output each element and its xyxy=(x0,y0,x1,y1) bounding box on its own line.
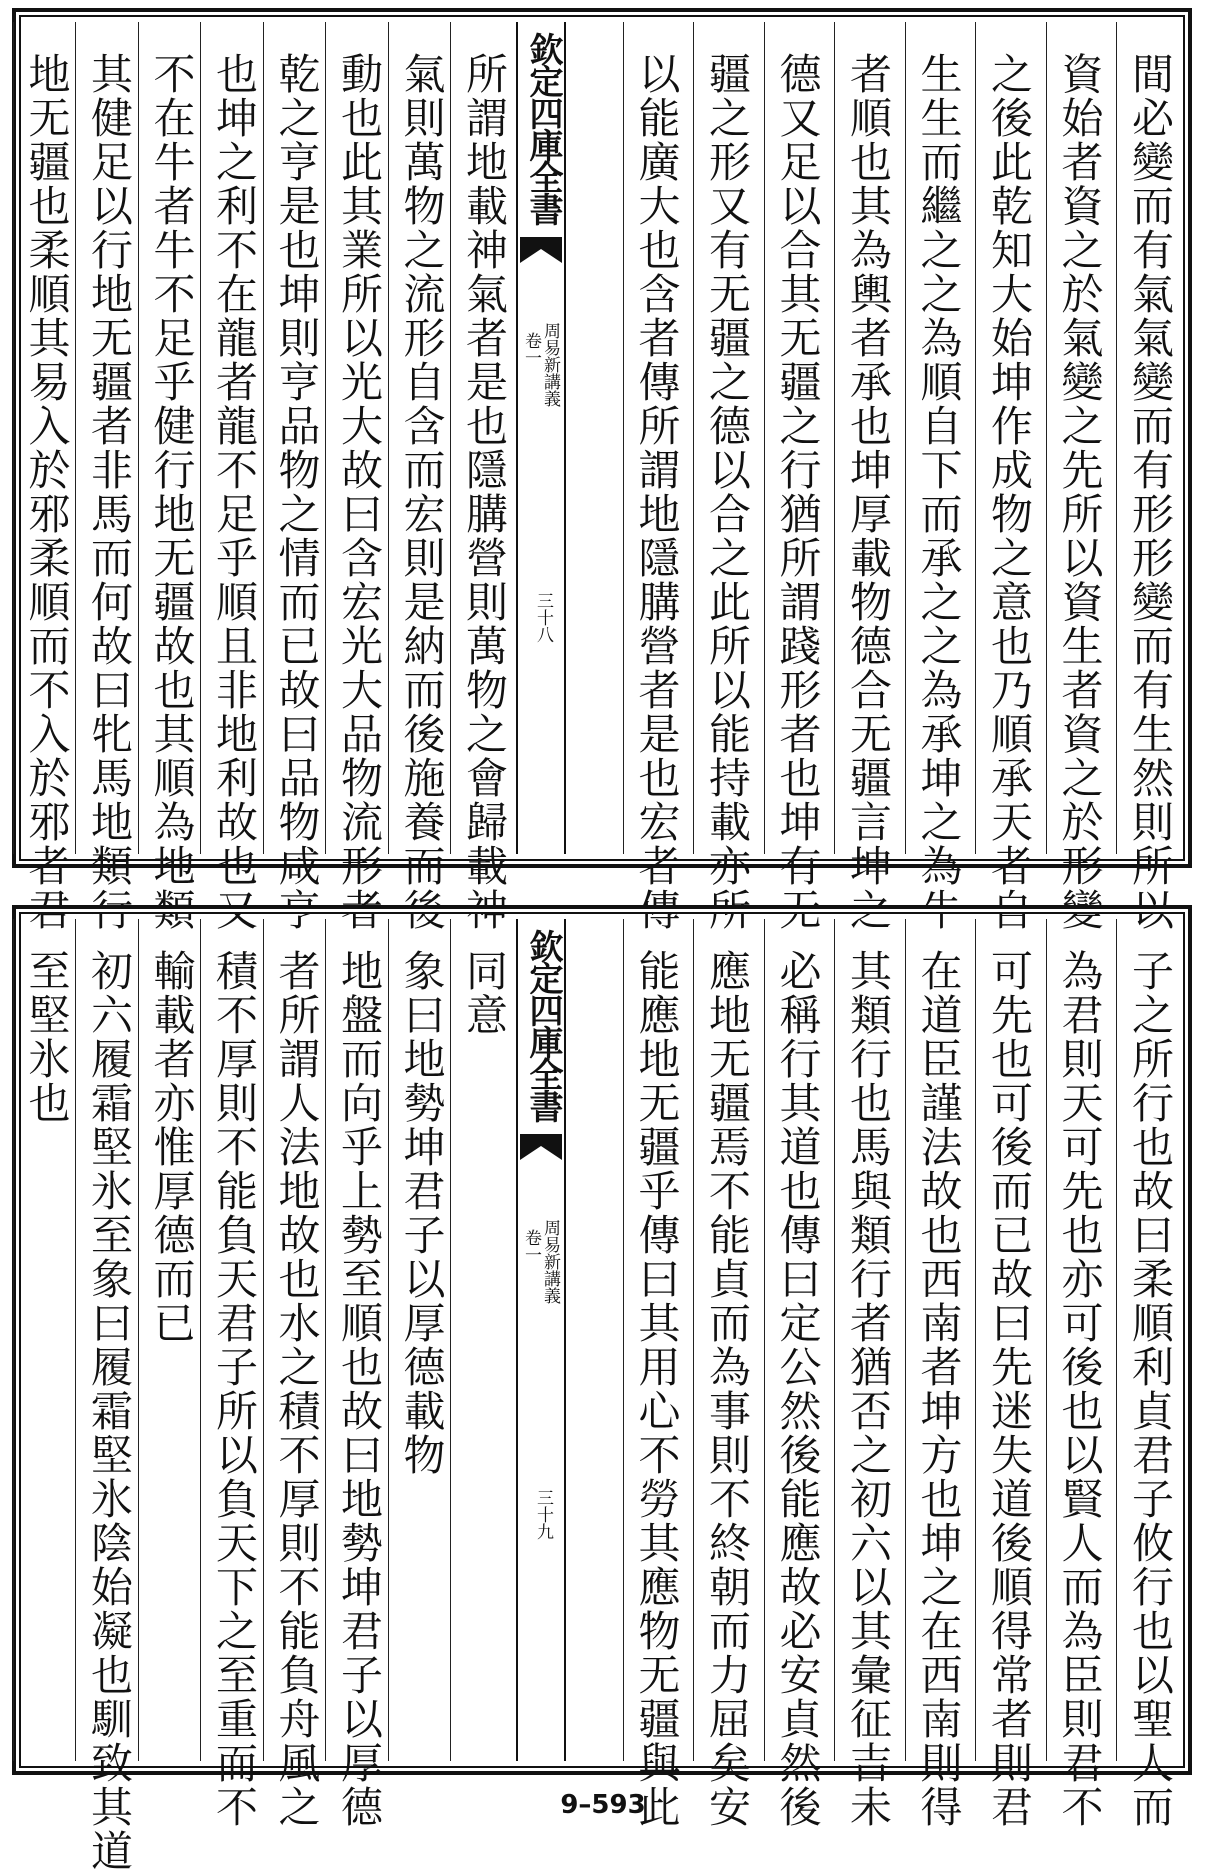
column-text: 以能廣大也含者傳所謂地隱䐟營者是也宏者傳 xyxy=(632,52,682,932)
text-column xyxy=(693,919,755,1829)
leaf-number: 三十九 xyxy=(533,1489,553,1540)
fish-tail-mark-icon xyxy=(520,237,562,263)
text-column xyxy=(905,22,967,932)
collection-title: 欽定四庫全書 xyxy=(523,929,563,1121)
text-column xyxy=(1116,22,1178,932)
text-column xyxy=(764,919,826,1829)
text-column xyxy=(325,22,387,932)
column-text: 者所謂人法地故也水之積不厚則不能負舟風之 xyxy=(272,949,322,1829)
column-text: 至堅氷也 xyxy=(22,949,72,1125)
column-text: 子之所行也故曰柔順利貞君子攸行也以聖人而 xyxy=(1126,949,1175,1829)
text-column xyxy=(75,22,137,932)
collection-title: 欽定四庫全書 xyxy=(523,32,563,224)
text-column xyxy=(834,22,896,932)
fish-tail-mark-icon xyxy=(520,1134,562,1160)
text-column xyxy=(975,22,1037,932)
column-text: 積不厚則不能負天君子所以負天下之至重而不 xyxy=(210,949,259,1829)
text-column xyxy=(1116,919,1178,1829)
column-text: 之後此乾知大始坤作成物之意也乃順承天者自 xyxy=(985,52,1034,932)
text-column xyxy=(388,919,450,1761)
column-text: 德又足以合其无疆之行猶所謂踐形者也坤有无 xyxy=(773,52,823,932)
text-column xyxy=(975,919,1037,1829)
text-column xyxy=(200,22,262,932)
text-column xyxy=(834,919,896,1829)
text-column xyxy=(263,919,325,1829)
text-column xyxy=(693,22,755,932)
page-folio: 9–593 xyxy=(560,1790,646,1820)
column-text: 地无疆也柔順其易入於邪柔順而不入於邪者君 xyxy=(22,52,72,932)
column-text: 輸載者亦惟厚德而已 xyxy=(147,949,197,1345)
column-text: 不在牛者牛不足乎健行地无疆故也其順為地類 xyxy=(147,52,197,932)
column-text: 應地无疆焉不能貞而為事則不終朝而力屈矣安 xyxy=(703,949,752,1829)
column-text: 象曰地勢坤君子以厚德載物 xyxy=(397,949,447,1477)
column-text: 乾之亨是也坤則亨品物之情而已故曰品物咸亨 xyxy=(272,52,322,932)
text-column xyxy=(13,919,75,1761)
column-text: 其健足以行地无疆者非馬而何故曰牝馬地類行 xyxy=(85,52,134,932)
text-column xyxy=(450,22,512,932)
text-column xyxy=(138,22,200,932)
column-text: 為君則天可先也亦可後也以賢人而為臣則君不 xyxy=(1055,949,1105,1829)
center-fold-column xyxy=(516,22,566,854)
column-text: 在道臣謹法故也西南者坤方也坤之在西南則得 xyxy=(914,949,964,1829)
text-column xyxy=(200,919,262,1829)
column-text: 者順也其為輿者承也坤厚載物德合无疆言坤之 xyxy=(844,52,893,932)
book-title: 周易新講義 xyxy=(540,1219,560,1304)
column-text: 生生而繼之之為順自下而承之之為承坤之為牛 xyxy=(914,52,964,932)
column-text: 初六履霜堅氷至象曰履霜堅氷陰始凝也馴致其道 xyxy=(85,949,134,1873)
column-text: 資始者資之於氣變之先所以資生者資之於形變 xyxy=(1055,52,1105,932)
text-column xyxy=(138,919,200,1761)
text-column xyxy=(623,22,685,932)
text-column xyxy=(1046,22,1108,932)
column-text: 能應地无疆乎傳曰其用心不勞其應物无疆與此 xyxy=(632,949,682,1829)
column-text: 疆之形又有无疆之德以合之此所以能持載亦所 xyxy=(703,52,752,932)
center-fold-column xyxy=(516,919,566,1761)
book-title: 周易新講義 xyxy=(540,322,560,407)
column-text: 其類行也馬與類行者猶否之初六以其彙征吉未 xyxy=(844,949,893,1829)
text-column xyxy=(450,919,512,1761)
column-text: 間必變而有氣氣變而有形形變而有生然則所以 xyxy=(1126,52,1175,932)
column-text: 地盤而向乎上勢至順也故曰地勢坤君子以厚德 xyxy=(335,949,384,1829)
column-text: 動也此其業所以光大故曰含宏光大品物流形者 xyxy=(335,52,384,932)
column-text: 必稱行其道也傳曰定公然後能應故必安貞然後 xyxy=(773,949,823,1829)
text-column xyxy=(1046,919,1108,1829)
text-column xyxy=(325,919,387,1829)
column-text: 同意 xyxy=(460,949,509,1037)
text-column xyxy=(388,22,450,932)
top-panel xyxy=(12,8,1192,932)
text-column xyxy=(13,22,75,932)
column-text: 也坤之利不在龍者龍不足乎順且非地利故也又 xyxy=(210,52,259,932)
text-column xyxy=(905,919,967,1829)
column-text: 可先也可後而已故曰先迷失道後順得常者則君 xyxy=(985,949,1034,1829)
text-column xyxy=(623,919,685,1829)
column-text: 所謂地載神氣者是也隱䐟營則萬物之會歸載神 xyxy=(460,52,509,932)
text-column xyxy=(764,22,826,932)
leaf-number: 三十八 xyxy=(533,592,553,643)
text-column xyxy=(263,22,325,932)
volume-label: 卷一 xyxy=(521,332,541,366)
text-column xyxy=(75,919,137,1873)
volume-label: 卷一 xyxy=(521,1229,541,1263)
column-text: 氣則萬物之流形自含而宏則是納而後施養而後 xyxy=(397,52,447,932)
